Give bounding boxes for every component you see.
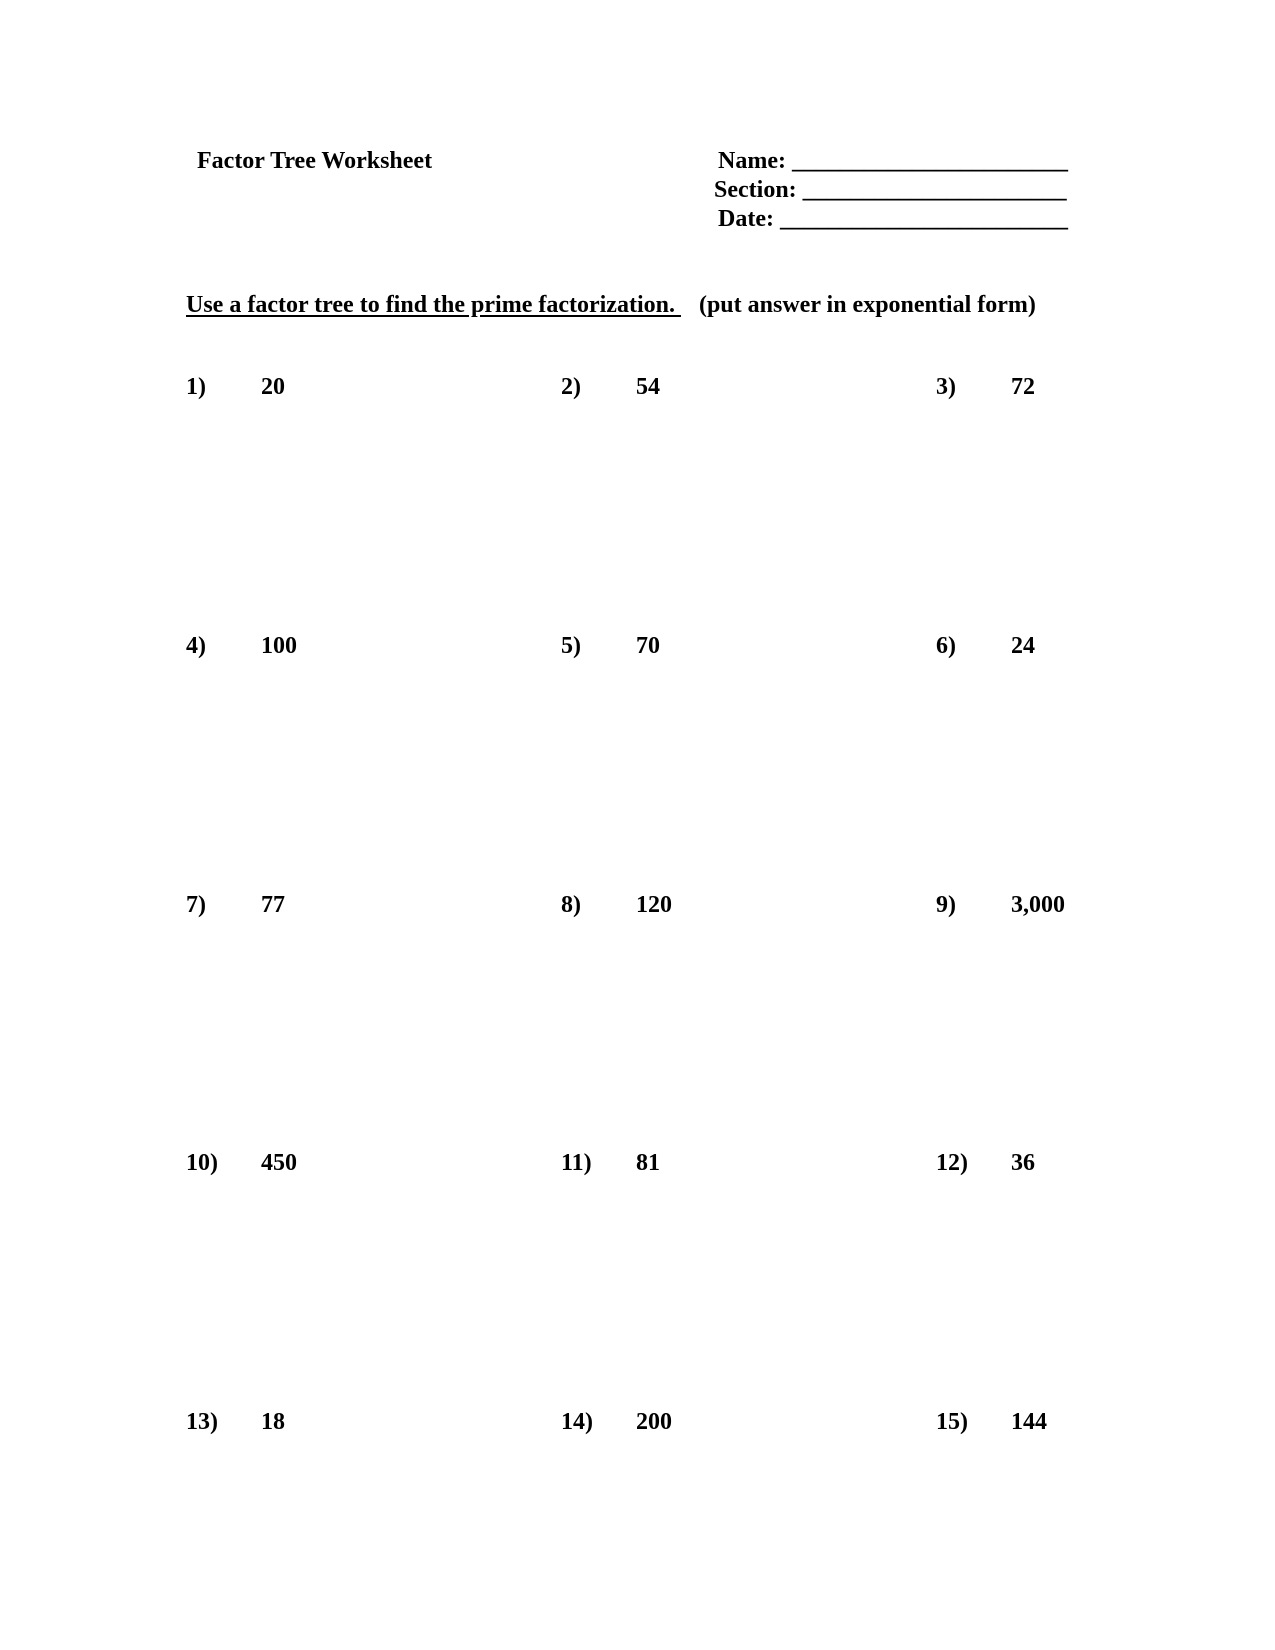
instructions [186, 292, 1036, 319]
problem-value: 81 [636, 1150, 660, 1176]
problem-number: 3) [936, 374, 956, 400]
problem-value: 18 [261, 1409, 285, 1435]
problem-number: 7) [186, 892, 206, 918]
instructions-note: (put answer in exponential form) [698, 292, 1036, 318]
section-line: Section: ______________________ [714, 177, 1067, 203]
problem-number: 5) [561, 633, 581, 659]
problem-number: 15) [936, 1409, 968, 1435]
problem-value: 450 [261, 1150, 297, 1176]
problem-number: 14) [561, 1409, 593, 1435]
problem-value: 72 [1011, 374, 1035, 400]
name-line: Name: _______________________ [718, 148, 1068, 174]
problem-value: 200 [636, 1409, 672, 1435]
problem-value: 144 [1011, 1409, 1047, 1435]
problem-value: 3,000 [1011, 892, 1065, 918]
problem-value: 70 [636, 633, 660, 659]
problem-value: 54 [636, 374, 660, 400]
problem-value: 20 [261, 374, 285, 400]
problem-value: 36 [1011, 1150, 1035, 1176]
problem-value: 120 [636, 892, 672, 918]
problem-number: 6) [936, 633, 956, 659]
problem-value: 24 [1011, 633, 1035, 659]
problem-value: 100 [261, 633, 297, 659]
date-line: Date: ________________________ [718, 206, 1068, 232]
problem-number: 13) [186, 1409, 218, 1435]
problem-value: 77 [261, 892, 285, 918]
worksheet-title: Factor Tree Worksheet [197, 148, 433, 174]
problem-number: 4) [186, 633, 206, 659]
problem-number: 2) [561, 374, 581, 400]
problem-number: 11) [561, 1150, 592, 1176]
problem-number: 12) [936, 1150, 968, 1176]
instructions-main: Use a factor tree to find the prime factorization. [186, 292, 681, 318]
problem-number: 10) [186, 1150, 218, 1176]
problem-number: 8) [561, 892, 581, 918]
problem-number: 1) [186, 374, 206, 400]
problem-number: 9) [936, 892, 956, 918]
